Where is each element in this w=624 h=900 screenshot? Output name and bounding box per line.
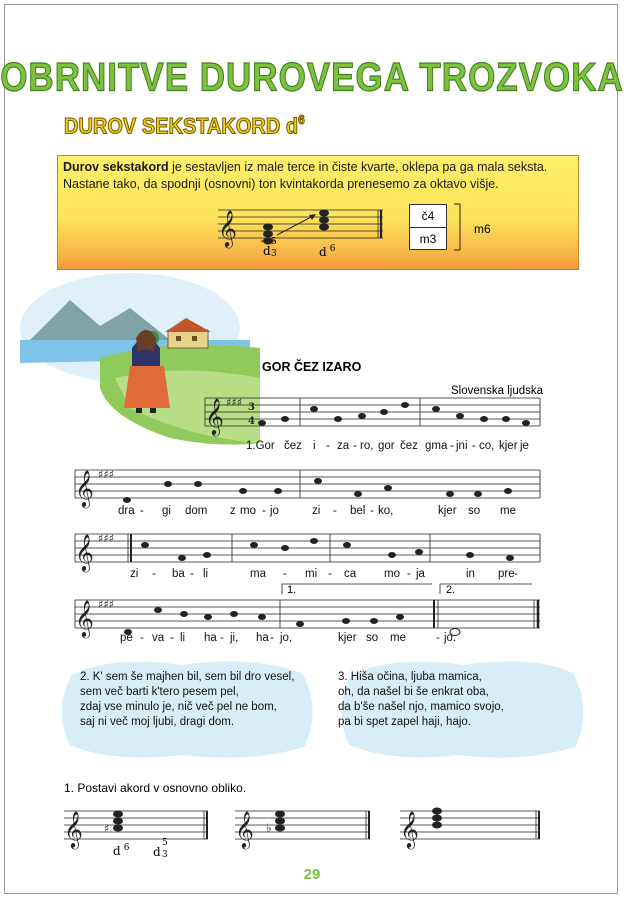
lyric-syllable: li <box>180 632 186 644</box>
lyric-syllable: dom <box>185 505 208 517</box>
lyric-syllable: bel <box>350 505 366 517</box>
verse-line: zdaj vse minulo je, nič več pel ne bom, <box>80 701 277 713</box>
lyric-syllable: jo <box>270 505 279 517</box>
lyric-syllable: kjer <box>438 505 457 517</box>
exercise-instruction: 1. Postavi akord v osnovno obliko. <box>64 781 247 795</box>
subtitle-sup: 6 <box>298 111 305 128</box>
lyric-syllable: - <box>407 568 411 580</box>
lyric-syllable: kjer <box>499 440 518 452</box>
exercise-label-2-letter: d <box>153 845 161 859</box>
lyrics-line-2 <box>0 505 624 521</box>
svg-text:𝄞: 𝄞 <box>235 810 254 848</box>
lyric-syllable: ja <box>416 568 425 580</box>
verse-line: 2. K' sem še majhen bil, sem bil dro vesel, <box>80 671 295 683</box>
lyrics-line-4 <box>0 632 624 648</box>
root-label-bottom: 3 <box>271 249 277 259</box>
exercise-label-2-top: 5 <box>162 838 168 848</box>
lyric-syllable: - <box>333 505 337 517</box>
svg-text:3: 3 <box>248 402 255 413</box>
lyric-syllable: - <box>140 632 144 644</box>
page-number: 29 <box>303 866 321 883</box>
exercise-label-1 <box>113 843 129 858</box>
subtitle-text: DUROV SEKSTAKORD d <box>64 115 299 140</box>
lyric-syllable: - <box>262 505 266 517</box>
lyric-syllable: mo <box>384 568 400 580</box>
lyric-syllable: z <box>230 505 236 517</box>
svg-text:𝄞: 𝄞 <box>75 533 94 571</box>
verse-line: oh, da našel bi še enkrat oba, <box>338 686 489 698</box>
definition-body: je sestavljen iz male terce in čiste kvarte, oklepa pa ga mala seksta. Nastane tako, da spodnji (osnovni) ton kvintakorda prenesemo za oktavo višje. <box>63 160 548 191</box>
lyric-syllable: kjer <box>338 632 357 644</box>
inversion-label-letter: d <box>319 245 327 259</box>
page-title: OBRNITVE DUROVEGA TROZVOKA <box>0 55 624 100</box>
exercise-label-2-bottom: 3 <box>162 850 168 860</box>
lyric-syllable: mo <box>240 505 256 517</box>
svg-text:𝄞: 𝄞 <box>75 599 94 637</box>
interval-top: č4 <box>410 205 446 228</box>
root-label-letter: d <box>263 244 271 258</box>
lyric-syllable: so <box>468 505 481 517</box>
lyric-syllable: - <box>283 568 287 580</box>
lyric-syllable: ma <box>250 568 266 580</box>
inversion-label-sup: 6 <box>329 244 336 254</box>
svg-text:♯♯♯: ♯♯♯ <box>226 396 242 409</box>
lyric-syllable: - <box>326 440 330 452</box>
lyric-syllable: pe <box>120 632 133 644</box>
lyric-syllable: - <box>152 568 156 580</box>
svg-text:𝄞: 𝄞 <box>75 469 94 507</box>
interval-total: m6 <box>474 222 491 236</box>
lyric-syllable: gor <box>378 440 395 452</box>
volta-1: 1. <box>287 584 297 596</box>
lyric-syllable: - <box>370 505 374 517</box>
volta-2: 2. <box>446 584 456 596</box>
lyric-syllable: je <box>520 440 529 452</box>
verse-line: da b'še našel njo, mamico svojo, <box>338 701 504 713</box>
lyric-syllable: ji, <box>230 632 239 644</box>
song-title: GOR ČEZ IZARO <box>262 360 362 374</box>
lyric-syllable: - <box>514 568 518 580</box>
lyric-syllable: co, <box>479 440 495 452</box>
lyric-syllable: - <box>328 568 332 580</box>
lyric-syllable: - <box>353 440 357 452</box>
lyric-syllable: - <box>472 440 476 452</box>
lyric-syllable: va <box>152 632 165 644</box>
exercise-label-1-sup: 6 <box>123 843 130 853</box>
lyric-syllable: so <box>366 632 379 644</box>
svg-text:𝄞: 𝄞 <box>205 397 224 435</box>
lyric-syllable: me <box>500 505 516 517</box>
verse-3 <box>338 670 504 730</box>
lyric-syllable: - <box>436 632 440 644</box>
lyric-syllable: ro, <box>360 440 374 452</box>
lyric-syllable: gi <box>162 505 171 517</box>
lyric-syllable: - <box>140 505 144 517</box>
verse-line: 3. Hiša očina, ljuba mamica, <box>338 671 482 683</box>
lyric-syllable: - <box>450 440 454 452</box>
lyric-syllable: ca <box>344 568 357 580</box>
staff-lines <box>64 398 540 839</box>
lyric-syllable: li <box>203 568 209 580</box>
lyric-syllable: ha <box>204 632 217 644</box>
lyric-syllable: zi <box>312 505 321 517</box>
lyric-syllable: 1.Gor <box>246 440 275 452</box>
lyric-syllable: čez <box>400 440 418 452</box>
svg-text:𝄞: 𝄞 <box>64 810 83 848</box>
exercise-label-1-letter: d <box>113 844 121 858</box>
lyrics-line-3 <box>0 568 624 584</box>
lyric-syllable: jni <box>456 440 468 452</box>
lyric-syllable: - <box>270 632 274 644</box>
lyric-syllable: dra <box>118 505 135 517</box>
verse-2 <box>80 670 294 730</box>
svg-text:♭: ♭ <box>266 821 272 835</box>
svg-text:♯♯♯: ♯♯♯ <box>98 532 114 545</box>
lyric-syllable: i <box>313 440 316 452</box>
interval-bottom: m3 <box>419 232 437 246</box>
definition-term: Durov sekstakord <box>63 160 169 174</box>
lyric-syllable: - <box>190 568 194 580</box>
lyrics-line-1 <box>0 440 624 456</box>
lyric-syllable: zi <box>130 568 139 580</box>
svg-text:𝄞: 𝄞 <box>400 810 419 848</box>
lyric-syllable: čez <box>284 440 302 452</box>
lyric-syllable: me <box>390 632 406 644</box>
svg-text:𝄞: 𝄞 <box>218 209 237 247</box>
song-notes <box>104 402 530 835</box>
lyric-syllable: jo. <box>444 632 457 644</box>
exercise-label-2 <box>153 838 168 860</box>
verse-line: saj ni več moj ljubi, dragi dom. <box>80 716 235 728</box>
verse-line: pa bi spet zapel haji, hajo. <box>338 716 471 728</box>
svg-text:4: 4 <box>248 416 255 427</box>
svg-text:♯: ♯ <box>104 822 110 835</box>
song-origin: Slovenska ljudska <box>451 385 544 397</box>
root-label-top: 5 <box>271 237 277 247</box>
lyric-syllable: ba <box>172 568 185 580</box>
lyric-syllable: mi <box>305 568 318 580</box>
lyric-syllable: ko, <box>378 505 394 517</box>
svg-text:♯♯♯: ♯♯♯ <box>98 598 114 611</box>
lyric-syllable: ha <box>256 632 269 644</box>
svg-text:♯♯♯: ♯♯♯ <box>98 468 114 481</box>
verse-line: sem več barti k'tero pesem pel, <box>80 686 239 698</box>
lyric-syllable: in <box>466 568 475 580</box>
lyric-syllable: za <box>337 440 350 452</box>
lyric-syllable: jo, <box>280 632 293 644</box>
lyric-syllable: pre <box>498 568 515 580</box>
lyric-syllable: gma <box>425 440 448 452</box>
lyric-syllable: - <box>220 632 224 644</box>
lyric-syllable: - <box>170 632 174 644</box>
